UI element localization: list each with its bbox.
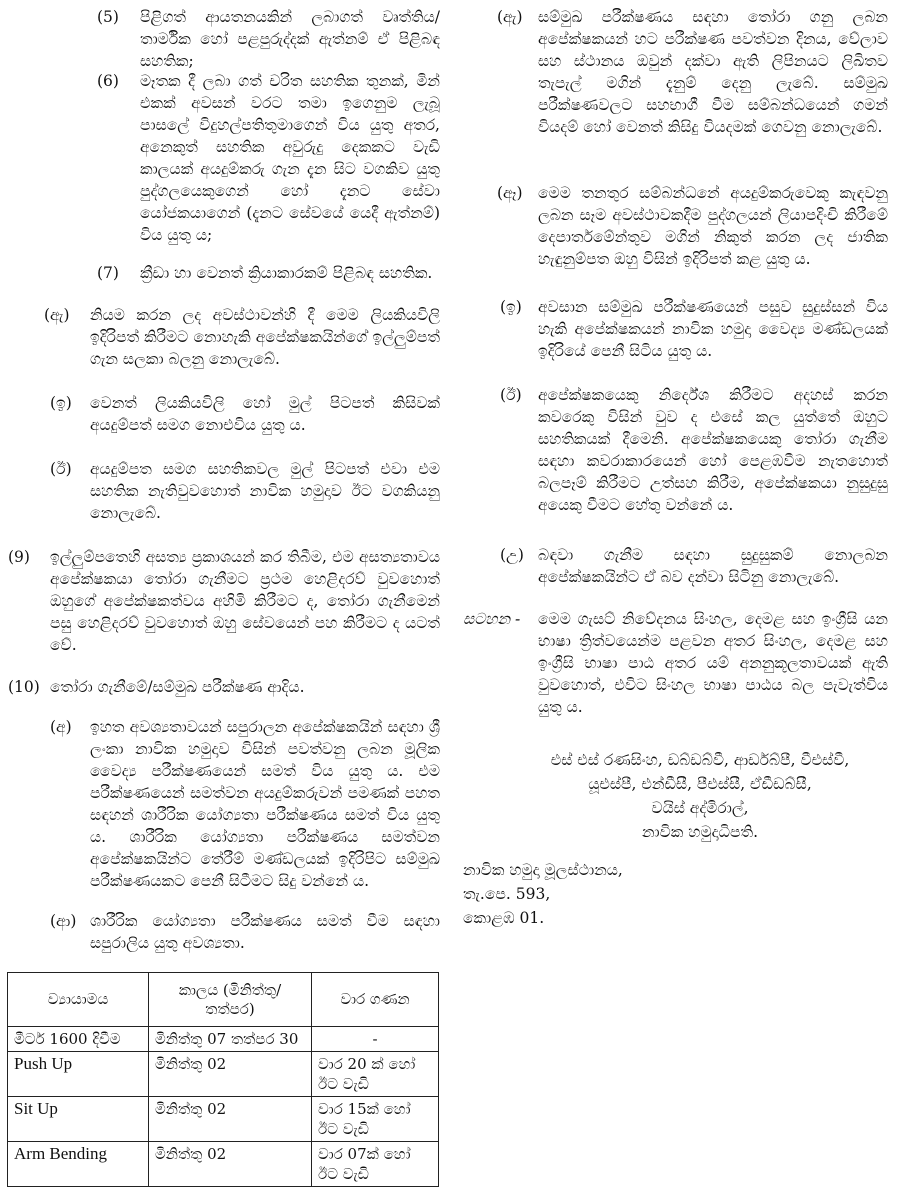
fitness-requirements-table [7, 972, 439, 1187]
item-number: (5) [97, 8, 119, 26]
count-cell: වාර 15ක් හෝ ඊට වැඩි [312, 1097, 439, 1142]
exercise-cell: Push Up [8, 1052, 149, 1097]
item-i [0, 392, 445, 438]
item-text: බඳවා ගැනීම සඳහා සුදුසුකම් නොලබන අපේක්ෂකයින්ට ඒ බව දන්වා සිටිනු නොලැබේ. [538, 546, 888, 586]
item-6 [0, 70, 445, 250]
address-line: නාවික හමුදා මූලස්ථානය, [463, 861, 623, 879]
item-number: (ආ) [50, 912, 77, 930]
item-text: අවසාන සම්මුඛ පරීක්ෂණයෙන් පසුව සුදුස්සන් විය හැකි අපේක්ෂකයන් නාවික හමුදා වෛද්‍ය මණ්ඩලයක් ඉදිරියේ පෙනී සිටිය යුතු ය. [538, 298, 888, 360]
item-number: (ඇ) [44, 306, 70, 324]
item-text: සම්මුඛ පරීක්ෂණය සඳහා තෝරා ගනු ලබන අපේක්ෂකයන් හට පරීක්ෂණ පවත්වන දිනය, වේලාව සහ ස්ථානය ඔවුන් දක්වා ඇති ලිපිනයට ලිඛිතව තැපැල් මගින් දැනුම් දෙනු ලැබේ. සම්මුඛ පරීක්ෂණවලට සහභාගී වීම සම්බන්ධයෙන් ගමන් වියදම් හෝ වෙනත් කිසිදු වියදමක් ගෙවනු නොලැබේ. [538, 8, 888, 136]
item-text: පිළිගත් ආයතනයකින් ලබාගත් වෘත්තිය/තාර්මික හෝ පළපුරුද්දක් ඇත්නම් ඒ පිළිබඳ සහතික; [140, 8, 440, 70]
count-cell: වාර 07ක් හෝ ඊට වැඩි [312, 1142, 439, 1187]
item-number: (6) [97, 72, 119, 90]
item-text: තෝරා ගැනීමේ/සම්මුඛ පරීක්ෂණ ආදිය. [50, 678, 305, 696]
item-ae-right [455, 6, 900, 166]
table-header: කාලය (මිනිත්තු/තත්පර) [149, 973, 312, 1027]
count-cell: වාර 20 ක් හෝ ඊට වැඩි [312, 1052, 439, 1097]
exercise-cell: මීටර් 1600 දිවීම [8, 1027, 149, 1052]
time-cell: මිනිත්තු 07 තත්පර 30 [149, 1027, 312, 1052]
item-number: (7) [97, 264, 119, 282]
item-text: ක්‍රීඩා හා වෙනත් ක්‍රියාකාරකම් පිළිබඳ සහතික. [140, 264, 433, 282]
item-aa [0, 910, 445, 956]
item-u-right [455, 544, 900, 590]
count-cell: - [312, 1027, 439, 1052]
item-number: (ඇ) [497, 8, 523, 26]
table-row [8, 1027, 439, 1052]
signature-line: යූඑස්පී, එන්ඩීසී, පීඑස්සී, ඒඩීඩබ්සී, [588, 775, 812, 793]
item-number: (ඈ) [497, 184, 523, 202]
table-header: ව්‍යායාමය [8, 973, 149, 1027]
signature-line: එස් එස් රණසිංහ, ඩබ්ඩබ්වී, ආර්ඩබ්පී, වීඑස්වී, [550, 751, 850, 769]
item-number: (ඉ) [500, 298, 522, 316]
table-row [8, 1142, 439, 1187]
item-a [0, 716, 445, 896]
item-text: ශාරීරික යෝග්‍යතා පරීක්ෂණය සමත් වීම සඳහා සපුරාලිය යුතු අවශ්‍යතා. [90, 912, 440, 952]
item-ee-right [455, 384, 900, 524]
item-9 [0, 546, 445, 654]
item-number: (උ) [500, 546, 524, 564]
item-number: (10) [8, 678, 40, 696]
table-header-row [8, 973, 439, 1027]
exercise-cell: Sit Up [8, 1097, 149, 1142]
address-block [463, 858, 763, 930]
item-number: (ඊ) [50, 460, 72, 478]
table-row [8, 1052, 439, 1097]
address-line: තැ.පෙ. 593, [463, 885, 551, 903]
signature-line: නාවික හමුදාධිපති. [641, 823, 759, 841]
note-label: සටහන - [463, 610, 521, 628]
signature-line: වයිස් අද්මිරාල්, [651, 799, 749, 817]
item-text: අයදුම්පත සමග සහතිකවල මුල් පිටපත් එවා එම සහතික නැතිවුවහොත් නාවික හමුදාව ඊට වගකියනු නොලැබේ. [90, 460, 440, 522]
item-text: මෙම තනතුර සම්බන්ධනේ අයදුම්කරුවෙකු කැඳවනු ලබන සෑම අවස්ථාවකදීම පුද්ගලයන් ලියාපදිංචි කිරීමේ දෙපාර්තමේන්තුව මගින් නිකුත් කරන ලද ජාතික හැඳුනුම්පත ඔහු විසින් ඉදිරිපත් කළ යුතු ය. [538, 184, 888, 268]
item-text: වෙනත් ලියකියවිලි හෝ මුල් පිටපත් කිසිවක් අයදුම්පත් සමග නොඑවිය යුතු ය. [90, 394, 440, 434]
item-i-right [455, 296, 900, 366]
signature-block [535, 748, 865, 844]
item-text: ඉල්ලුම්පතෙහි අසත්‍ය ප්‍රකාශයන් කර තිබීම, එම අසත්‍යතාවය අපේක්ෂකයා තෝරා ගැනීමට ප්‍රථම හෙළිදරව් වුවහොත් ඔහුගේ අපේක්ෂකත්වය අහිමි කිරීමට ද, තෝරා ගැනීමෙන් පසු හෙළිදරව් වුවහොත් ඔහු සේවයෙන් පහ කිරීමට ද යටත් වේ. [50, 548, 440, 654]
time-cell: මිනිත්තු 02 [149, 1097, 312, 1142]
item-ae2-right [455, 182, 900, 277]
item-ae [0, 304, 445, 374]
item-number: (අ) [50, 718, 72, 736]
item-text: නියම කරන ලද අවස්ථාවන්හි දී මෙම ලියකියවිලි ඉදිරිපත් කිරීමට නොහැකි අපේක්ෂකයින්ගේ ඉල්ලුම්පත් ගැන සලකා බලනු නොලැබේ. [90, 306, 440, 368]
item-ee [0, 458, 445, 528]
item-number: (ඉ) [50, 394, 72, 412]
time-cell: මිනිත්තු 02 [149, 1052, 312, 1097]
item-number: (9) [8, 548, 30, 566]
table-row [8, 1097, 439, 1142]
item-text: අපේක්ෂකයෙකු නිර්දේශ කිරීමට අදහස් කරන කවරෙකු විසින් වුව ද එසේ කල යුත්තේ ඔහුට සහතිකයක් දීමෙනි. අපේක්ෂකයෙකු තෝරා ගැනීම සඳහා කවරාකාරයෙන් හෝ පෙළඹවීම නැතහොත් බලපෑම් කිරීමට උත්සහ කිරීම, අපේක්ෂකයා නුසුදුසු අයෙකු වීමට හේතු වන්නේ ය. [538, 386, 888, 514]
time-cell: මිනිත්තු 02 [149, 1142, 312, 1187]
note-text: මෙම ගැසට් නිවේදනය සිංහල, දෙමළ සහ ඉංග්‍රීසි යන භාෂා ත්‍රිත්වයෙන්ම පළවන අතර සිංහල, දෙමළ සහ ඉංග්‍රීසි භාෂා පාඨ අතර යම් අනනුකූලතාවයක් ඇති වුවහොත්, එවිට සිංහල භාෂා පාඨය බල පැවැත්විය යුතු ය. [538, 610, 888, 716]
address-line: කොළඹ 01. [463, 909, 545, 927]
exercise-cell: Arm Bending [8, 1142, 149, 1187]
item-text: මෑතක දී ලබා ගත් චරිත සහතික තුනක්, මින් එකක් අවසන් වරට තමා ඉගෙනුම ලැබූ පාසලේ විදුහල්පතිතුමාගෙන් විය යුතු අතර, අනෙකුත් සහතික අවුරුදු දෙකකට වැඩි කාලයක් අයදුම්කරු ගැන දැන සිට වගකිව යුතු පුද්ගලයෙකුගෙන් හෝ දැනට සේවා යෝජකයාගෙන් (දැනට සේවයේ යෙදී ඇත්නම්) විය යුතු ය; [140, 72, 440, 244]
item-7 [0, 262, 445, 286]
gazette-note [455, 608, 900, 726]
item-10 [0, 676, 445, 700]
item-5 [0, 6, 445, 70]
item-text: ඉහත අවශ්‍යතාවයන් සපුරාලන අපේක්ෂකයින් සඳහා ශ්‍රී ලංකා නාවික හමුදාව විසින් පවත්වනු ලබන මූලික වෛද්‍ය පරීක්ෂණයෙන් සමත් විය යුතු ය. එම පරීක්ෂණයෙන් සමත්වන අයදුම්කරුවන් පමණක් පහත සඳහන් ශාරීරික යෝග්‍යතා පරීක්ෂණය සමත් විය යුතු ය. ශාරීරික යෝග්‍යතා පරීක්ෂණය සමත්වන අපේක්ෂකයින්ට තේරීම් මණ්ඩලයක් ඉදිරිපිට සම්මුඛ පරීක්ෂණයකට පෙනී සිටීමට සිදු වන්නේ ය. [90, 718, 440, 890]
table-header: වාර ගණන [312, 973, 439, 1027]
item-number: (ඊ) [500, 386, 522, 404]
